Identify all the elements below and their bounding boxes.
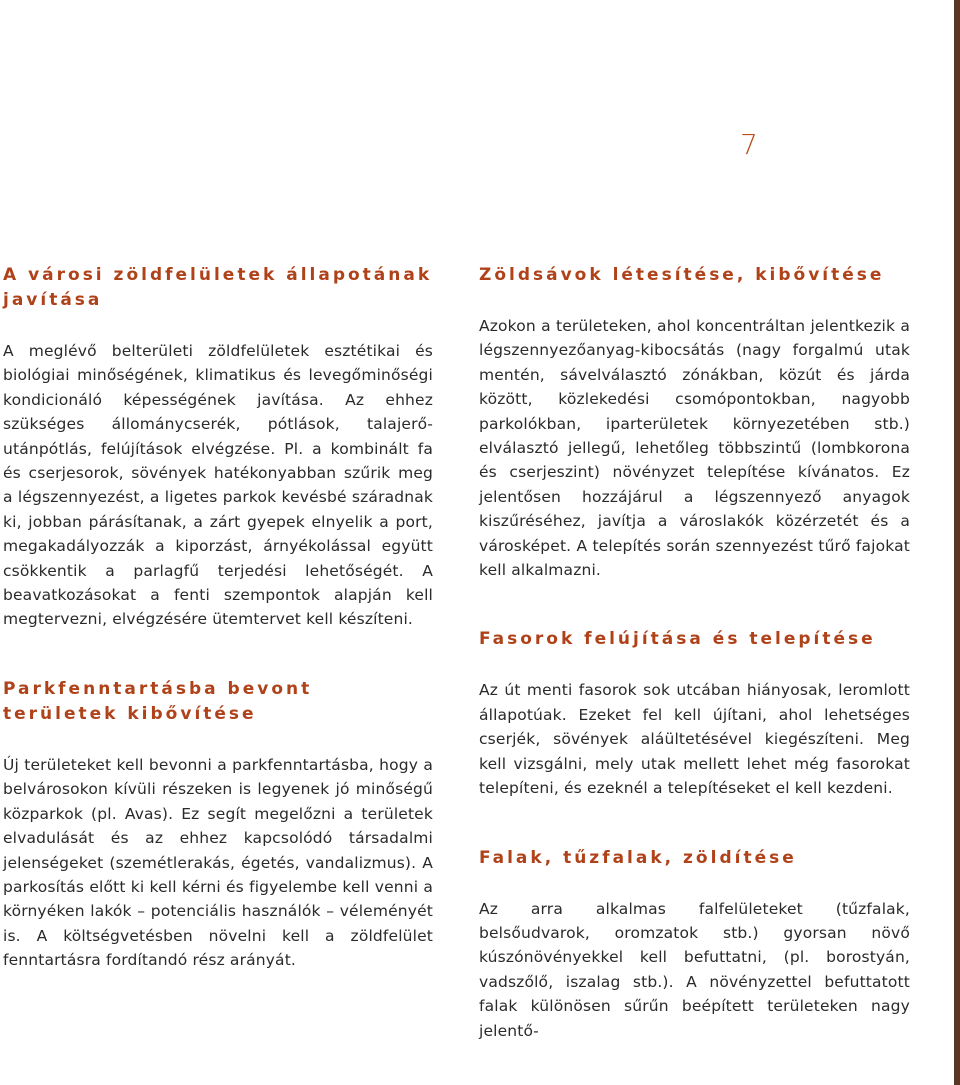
section-heading: Falak, tűzfalak, zöldítése <box>479 847 797 868</box>
section-tree-rows <box>479 627 910 800</box>
section-heading: Parkfenntartásba bevont területek kibővítése <box>3 678 313 724</box>
right-column <box>479 263 910 1043</box>
page-number: 7 <box>740 128 758 161</box>
section-body: Azokon a területeken, ahol koncentráltan jelentkezik a légszennyezőanyag-kibocsátás (nagy forgalmú utak mentén, sávelválasztó zónákban, közút és járda között, közlekedési csomópontokban, nagyobb parkolókban, iparterületek környezetében stb.) elválasztó jellegű, lehetőleg többszintű (lombkorona és cserjeszint) növényzet telepítése kívánatos. Ez jelentősen hozzájárul a légszennyező anyagok kiszűréséhez, javítja a városlakók közérzetét és a városképet. A telepítés során szennyezést tűrő fajokat kell alkalmazni. <box>479 317 910 580</box>
section-wall-greening <box>479 846 910 1043</box>
section-body: Az út menti fasorok sok utcában hiányosak, leromlott állapotúak. Ezeket fel kell újítani, ahol lehetséges cserjék, sövények aláültetésével kiegészíteni. Meg kell vizsgálni, mely utak mellett lehet még fasorokat telepíteni, és ezeknél a telepítéseket el kell kezdeni. <box>479 681 910 798</box>
section-body: A meglévő belterületi zöldfelületek esztétikai és biológiai minőségének, klimatikus és levegőminőségi kondicionáló képességének javítása. Az ehhez szükséges állománycserék, pótlások, talajerő-utánpótlás, felújítások elvégzése. Pl. a kombinált fa és cserjesorok, sövények hatékonyabban szűrik meg a légszennyezést, a ligetes parkok kevésbé száradnak ki, jobban párásítanak, a zárt gyepek elnyelik a port, megakadályozzák a kiporzást, árnyékolással együtt csökkentik a parlagfű terjedési lehetőségét. A beavatkozásokat a fenti szempontok alapján kell megtervezni, elvégzésére ütemtervet kell készíteni. <box>3 342 433 629</box>
page-edge-bar <box>954 0 960 1085</box>
section-body: Új területeket kell bevonni a parkfenntartásba, hogy a belvárosokon kívüli részeken is legyenek jó minőségű közparkok (pl. Avas). Ez segít megelőzni a területek elvadulását és az ehhez kapcsolódó társadalmi jelenségeket (szemétlerakás, égetés, vandalizmus). A parkosítás előtt ki kell kérni és figyelembe kell venni a környéken lakók – potenciális használók – véleményét is. A költségvetésben növelni kell a zöldfelület fenntartásra fordítandó rész arányát. <box>3 755 433 970</box>
section-park-maintenance <box>3 677 433 973</box>
left-column <box>3 263 433 973</box>
section-heading: A városi zöldfelületek állapotának javítása <box>3 265 433 310</box>
section-heading: Zöldsávok létesítése, kibővítése <box>479 265 885 285</box>
section-body: Az arra alkalmas falfelületeket (tűzfalak, belsőudvarok, oromzatok stb.) gyorsan növő kúszónövényekkel kell befuttatni, (pl. borostyán, vadszőlő, iszalag stb.). A növényzettel befuttatott falak különösen sűrűn beépített területeken nagy jelentő- <box>479 899 910 1040</box>
section-heading: Fasorok felújítása és telepítése <box>479 629 876 650</box>
section-green-strips <box>479 263 910 582</box>
section-green-areas-condition <box>3 263 433 632</box>
